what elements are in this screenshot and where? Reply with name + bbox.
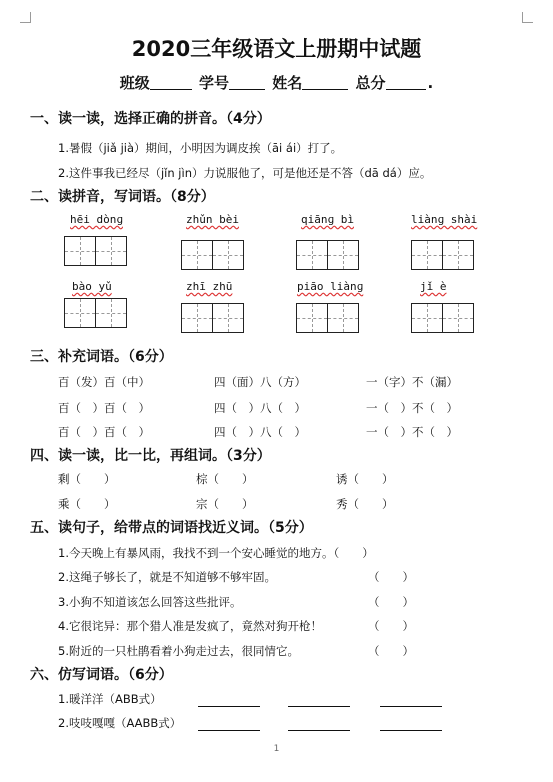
s6-q2-blank-2[interactable] bbox=[288, 716, 350, 735]
info-end: . bbox=[427, 74, 434, 92]
id-blank[interactable] bbox=[229, 74, 265, 90]
writing-grid-1[interactable] bbox=[64, 236, 127, 266]
pinyin-2: zhǔn bèi bbox=[186, 213, 239, 226]
pinyin-7: piāo liànɡ bbox=[297, 280, 364, 293]
s6-question-1: 1.暖洋洋（ABB式） bbox=[58, 692, 162, 706]
s6-q2-blank-1[interactable] bbox=[198, 716, 260, 735]
s3-r1-c1: 百（发）百（中） bbox=[58, 375, 150, 389]
pinyin-6: zhī zhū bbox=[186, 280, 233, 293]
s3-r1-c2: 四（面）八（方） bbox=[214, 375, 306, 389]
s1-question-1: 1.暑假（jiǎ jià）期间，小明因为调皮挨（āi ái）打了。 bbox=[58, 141, 343, 155]
s5-item-3: 3.小狗不知道该怎么回答这些批评。 bbox=[58, 595, 242, 609]
s6-q2-blank-3[interactable] bbox=[380, 716, 442, 735]
s3-r3-c2[interactable]: 四（ ）八（ ） bbox=[214, 425, 306, 439]
s5-answer-4[interactable]: （ ） bbox=[368, 619, 414, 633]
corner-mark-right bbox=[522, 12, 533, 23]
pinyin-8: jǐ è bbox=[420, 280, 447, 293]
class-blank[interactable] bbox=[150, 74, 192, 90]
s5-answer-2[interactable]: （ ） bbox=[368, 570, 414, 584]
pinyin-3: qiānɡ bì bbox=[301, 213, 354, 226]
s5-item-5: 5.附近的一只杜鹃看着小狗走过去，很同情它。 bbox=[58, 644, 299, 658]
section-2-heading: 二、读拼音，写词语。（8分） bbox=[30, 189, 215, 205]
pinyin-5: bào yǔ bbox=[72, 280, 112, 293]
total-label: 总分 bbox=[355, 74, 386, 92]
s6-q1-blank-3[interactable] bbox=[380, 692, 442, 711]
s3-r2-c1[interactable]: 百（ ）百（ ） bbox=[58, 401, 150, 415]
total-blank[interactable] bbox=[386, 74, 426, 90]
name-label: 姓名 bbox=[272, 74, 303, 92]
s5-item-4: 4.它很诧异：那个猎人准是发疯了，竟然对狗开枪！ bbox=[58, 619, 322, 633]
student-info-line bbox=[0, 72, 553, 93]
writing-grid-7[interactable] bbox=[296, 303, 359, 333]
section-4-heading: 四、读一读，比一比，再组词。（3分） bbox=[30, 448, 271, 464]
s4-r1-c3[interactable]: 诱（ ） bbox=[336, 472, 394, 486]
pinyin-1: hēi dònɡ bbox=[70, 213, 123, 226]
corner-mark-left bbox=[20, 12, 31, 23]
s1-question-2: 2.这件事我已经尽（jǐn jìn）力说服他了，可是他还是不答（dā dá）应。 bbox=[58, 166, 432, 180]
s5-answer-3[interactable]: （ ） bbox=[368, 595, 414, 609]
writing-grid-4[interactable] bbox=[411, 240, 474, 270]
id-label: 学号 bbox=[199, 74, 230, 92]
page-title: 2020三年级语文上册期中试题 bbox=[131, 37, 422, 61]
writing-grid-2[interactable] bbox=[181, 240, 244, 270]
s3-r1-c3: 一（字）不（漏） bbox=[366, 375, 458, 389]
s3-r2-c2[interactable]: 四（ ）八（ ） bbox=[214, 401, 306, 415]
writing-grid-5[interactable] bbox=[64, 298, 127, 328]
s6-q1-blank-1[interactable] bbox=[198, 692, 260, 711]
s6-question-2: 2.吱吱嘎嘎（AABB式） bbox=[58, 716, 182, 730]
section-1-heading: 一、读一读，选择正确的拼音。（4分） bbox=[30, 111, 271, 127]
s3-r3-c1[interactable]: 百（ ）百（ ） bbox=[58, 425, 150, 439]
class-label: 班级 bbox=[119, 74, 150, 92]
section-3-heading: 三、补充词语。（6分） bbox=[30, 349, 173, 365]
s5-item-2: 2.这绳子够长了，就是不知道够不够牢固。 bbox=[58, 570, 276, 584]
writing-grid-6[interactable] bbox=[181, 303, 244, 333]
s4-r2-c2[interactable]: 宗（ ） bbox=[196, 497, 254, 511]
s3-r2-c3[interactable]: 一（ ）不（ ） bbox=[366, 401, 458, 415]
s3-r3-c3[interactable]: 一（ ）不（ ） bbox=[366, 425, 458, 439]
s4-r2-c1[interactable]: 乘（ ） bbox=[58, 497, 116, 511]
s4-r1-c2[interactable]: 棕（ ） bbox=[196, 472, 254, 486]
pinyin-4: liànɡ shài bbox=[411, 213, 478, 226]
section-5-heading: 五、读句子，给带点的词语找近义词。（5分） bbox=[30, 520, 313, 536]
s6-q1-blank-2[interactable] bbox=[288, 692, 350, 711]
s5-item-1: 1.今天晚上有暴风雨，我找不到一个安心睡觉的地方。（ ） bbox=[58, 546, 374, 560]
s5-answer-5[interactable]: （ ） bbox=[368, 644, 414, 658]
s4-r2-c3[interactable]: 秀（ ） bbox=[336, 497, 394, 511]
page-number: 1 bbox=[273, 744, 280, 754]
writing-grid-8[interactable] bbox=[411, 303, 474, 333]
section-6-heading: 六、仿写词语。（6分） bbox=[30, 667, 173, 683]
name-blank[interactable] bbox=[302, 74, 348, 90]
s4-r1-c1[interactable]: 剩（ ） bbox=[58, 472, 116, 486]
writing-grid-3[interactable] bbox=[296, 240, 359, 270]
